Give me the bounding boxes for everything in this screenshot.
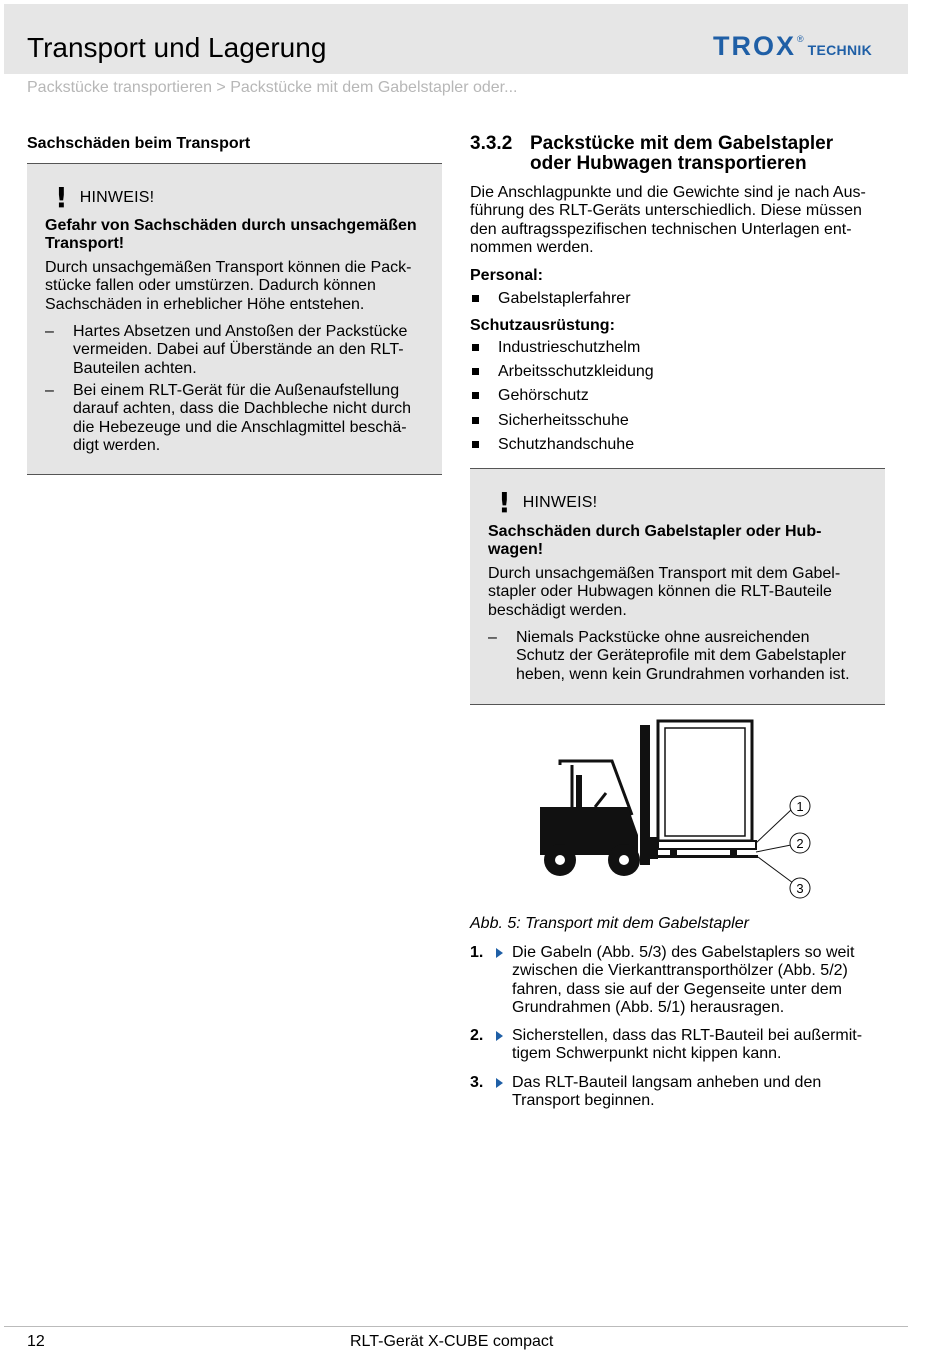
rlt-unit <box>658 721 752 841</box>
personal-label: Personal: <box>470 267 543 284</box>
section-number: 3.3.2 <box>470 133 513 154</box>
notice-header <box>498 486 598 519</box>
page-header <box>4 4 908 74</box>
page-number: 12 <box>27 1333 45 1350</box>
square-bullet-icon <box>472 392 479 399</box>
footer-divider <box>4 1326 908 1327</box>
square-bullet-icon <box>472 441 479 448</box>
logo-registered-mark: ® <box>797 34 804 44</box>
figure-caption: Abb. 5: Transport mit dem Gabelstapler <box>470 915 749 932</box>
square-bullet-icon <box>472 295 479 302</box>
notice-header <box>55 181 155 214</box>
exclamation-icon: ! <box>55 181 68 214</box>
exclamation-icon: ! <box>498 486 511 519</box>
left-section-title: Sachschäden beim Transport <box>27 135 251 152</box>
forks <box>658 855 758 858</box>
notice-box-left: ! HINWEIS! Gefahr von Sachschäden durch unsachgemäßen Transport! Durch unsachgemäßen Transport können die Pack- stücke fallen oder umstürzen. Dadurch können Sachschäden in erheblicher Höhe entstehen. – Hartes Absetzen und Anstoßen der Packstücke vermeiden. Dabei auf Überstände an den RLT- Bauteilen achten. – Bei einem RLT-Gerät für die Außenaufstellung darauf achten, dass die Dachbleche nicht durch die Hebezeuge und die Anschlagmittel beschä- digt werden. <box>27 163 442 475</box>
square-bullet-icon <box>472 417 479 424</box>
notice-label: HINWEIS! <box>79 189 155 206</box>
equipment-label: Schutzausrüstung: <box>470 317 615 334</box>
trox-logo <box>713 31 872 61</box>
callout-1: 1 <box>796 799 804 814</box>
step-arrow-icon <box>496 1078 503 1088</box>
step-arrow-icon <box>496 1031 503 1041</box>
logo-main: TROX <box>713 31 797 61</box>
logo-sub: TECHNIK <box>807 42 872 58</box>
section-title: Packstücke mit dem Gabelstapler oder Hubwagen transportieren <box>530 133 834 174</box>
page-title: Transport und Lagerung <box>27 32 327 63</box>
square-bullet-icon <box>472 344 479 351</box>
intro-paragraph: Die Anschlagpunkte und die Gewichte sind je nach Aus- führung des RLT-Geräts unterschiedlich. Diese müssen den auftragsspezifischen technischen Unterlagen ent- nommen werden. <box>470 184 866 257</box>
callout-2: 2 <box>796 836 804 851</box>
notice-body: Durch unsachgemäßen Transport mit dem Gabel- stapler oder Hubwagen können die RLT-Bauteile beschädigt werden. <box>488 565 841 619</box>
step-arrow-icon <box>496 948 503 958</box>
mast <box>640 725 650 865</box>
notice-box-right: ! HINWEIS! Sachschäden durch Gabelstapler oder Hub- wagen! Durch unsachgemäßen Transport mit dem Gabel- stapler oder Hubwagen können die RLT-Bauteile beschädigt werden. – Niemals Packstücke ohne ausreichenden Schutz der Geräteprofile mit dem Gabelstapler heben, wenn kein Grundrahmen vorhanden ist. <box>470 468 885 705</box>
forklift-illustration <box>520 715 820 905</box>
notice-title: Gefahr von Sachschäden durch unsachgemäßen Transport! <box>45 217 417 253</box>
timber <box>730 849 737 855</box>
callout-3: 3 <box>796 881 804 896</box>
timber <box>670 849 677 855</box>
base-frame <box>658 841 756 849</box>
notice-body: Durch unsachgemäßen Transport können die Pack- stücke fallen oder umstürzen. Dadurch können Sachschäden in erheblicher Höhe entstehen. <box>45 259 412 313</box>
breadcrumb: Packstücke transportieren > Packstücke mit dem Gabelstapler oder... <box>27 79 518 96</box>
notice-title: Sachschäden durch Gabelstapler oder Hub- wagen! <box>488 523 822 559</box>
square-bullet-icon <box>472 368 479 375</box>
document-name: RLT-Gerät X-CUBE compact <box>350 1333 554 1350</box>
notice-label: HINWEIS! <box>522 494 598 511</box>
